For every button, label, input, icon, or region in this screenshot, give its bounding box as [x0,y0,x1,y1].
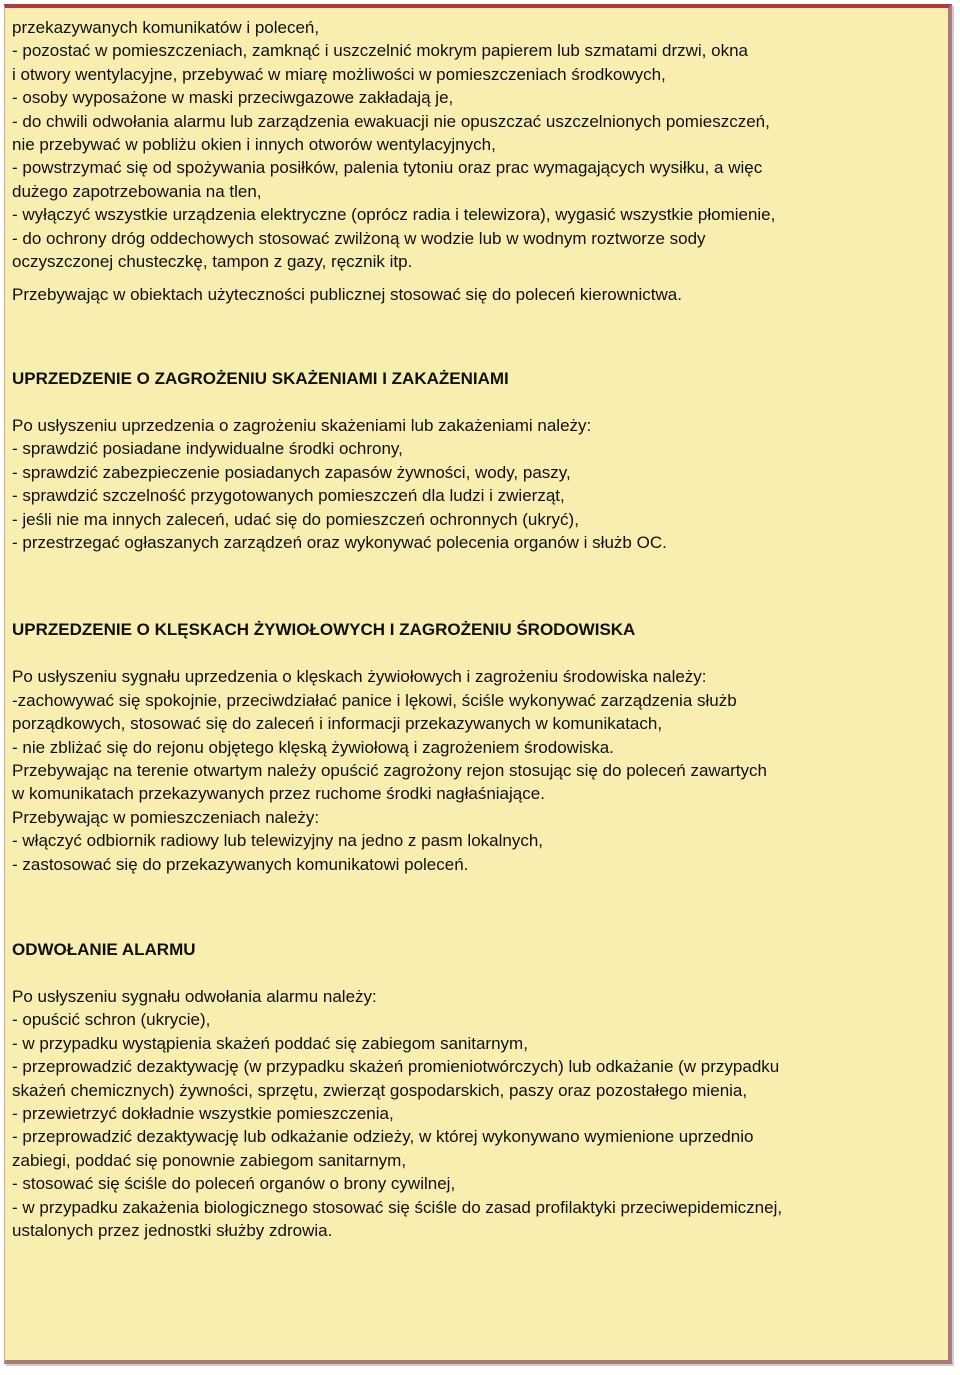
section-heading: UPRZEDZENIE O KLĘSKACH ŻYWIOŁOWYCH I ZAGROŻENIU ŚRODOWISKA [12,620,636,640]
text-line: ustalonych przez jednostki służby zdrowia. [12,1221,333,1241]
text-line: Przebywając w pomieszczeniach należy: [12,807,320,827]
text-line: - nie zbliżać się do rejonu objętego klęską żywiołową i zagrożeniem środowiska. [12,737,614,757]
text-line: - stosować się ściśle do poleceń organów o brony cywilnej, [12,1174,456,1194]
text-line: - przewietrzyć dokładnie wszystkie pomieszczenia, [12,1104,394,1123]
text-line: Po usłyszeniu uprzedzenia o zagrożeniu skażeniami lub zakażeniami należy: [12,415,592,435]
text-line: Przebywając na terenie otwartym należy opuścić zagrożony rejon stosując się do poleceń zawartych [12,760,767,780]
text-line: - sprawdzić szczelność przygotowanych pomieszczeń dla ludzi i zwierząt, [12,486,565,506]
text-line: - w przypadku zakażenia biologicznego stosować się ściśle do zasad profilaktyki przeciwepidemicznej, [12,1197,783,1217]
text-line: nie przebywać w pobliżu okien i innych otworów wentylacyjnych, [12,135,496,155]
section-alarm-cancellation [12,938,942,1242]
text-line: oczyszczonej chusteczkę, tampon z gazy, ręcznik itp. [12,252,413,272]
text-line: przekazywanych komunikatów i poleceń, [12,18,320,37]
text-line: Po usłyszeniu sygnału odwołania alarmu należy: [12,986,377,1006]
public-building-note: Przebywając w obiektach użyteczności publicznej stosować się do poleceń kierownictwa. [12,285,682,305]
text-line: - opuścić schron (ukrycie), [12,1010,211,1030]
text-line: - wyłączyć wszystkie urządzenia elektryczne (oprócz radia i telewizora), wygasić wszystkie płomienie, [12,205,776,225]
text-line: - osoby wyposażone w maski przeciwgazowe zakładają je, [12,88,454,108]
text-line: - w przypadku wystąpienia skażeń poddać się zabiegom sanitarnym, [12,1033,528,1053]
text-line: w komunikatach przekazywanych przez ruchome środki nagłaśniające. [12,784,545,804]
text-line: - powstrzymać się od spożywania posiłków, palenia tytoniu oraz prac wymagających wysiłku, a więc [12,158,763,178]
text-line: dużego zapotrzebowania na tlen, [12,181,262,201]
section-disaster-warning [12,618,942,876]
section-shelter-instructions [12,16,942,307]
text-line: - jeśli nie ma innych zaleceń, udać się do pomieszczeń ochronnych (ukryć), [12,509,579,529]
section-contamination-warning [12,367,942,554]
text-line: - do ochrony dróg oddechowych stosować zwilżoną w wodzie lub w wodnym roztworze sody [12,228,706,248]
text-line: - przestrzegać ogłaszanych zarządzeń oraz wykonywać polecenia organów i służb OC. [12,532,667,552]
text-line: i otwory wentylacyjne, przebywać w miarę możliwości w pomieszczeniach środkowych, [12,64,666,84]
section-heading: UPRZEDZENIE O ZAGROŻENIU SKAŻENIAMI I ZAKAŻENIAMI [12,368,509,388]
text-line: - włączyć odbiornik radiowy lub telewizyjny na jedno z pasm lokalnych, [12,831,544,851]
text-line: - zastosować się do przekazywanych komunikatowi poleceń. [12,854,469,874]
document-content [12,16,942,1242]
text-line: -zachowywać się spokojnie, przeciwdziałać panice i lękowi, ściśle wykonywać zarządzenia służb [12,690,737,710]
text-line: porządkowych, stosować się do zaleceń i informacji przekazywanych w komunikatach, [12,714,663,734]
section-heading: ODWOŁANIE ALARMU [12,939,196,959]
text-line: - sprawdzić posiadane indywidualne środki ochrony, [12,439,403,459]
text-line: - sprawdzić zabezpieczenie posiadanych zapasów żywności, wody, paszy, [12,462,571,482]
text-line: - przeprowadzić dezaktywację lub odkażanie odzieży, w której wykonywano wymienione uprzednio [12,1127,754,1147]
text-line: - pozostać w pomieszczeniach, zamknąć i uszczelnić mokrym papierem lub szmatami drzwi, okna [12,41,748,61]
text-line: - do chwili odwołania alarmu lub zarządzenia ewakuacji nie opuszczać uszczelnionych pomieszczeń, [12,111,770,131]
text-line: skażeń chemicznych) żywności, sprzętu, zwierząt gospodarskich, paszy oraz pozostałego mienia, [12,1080,748,1100]
text-line: - przeprowadzić dezaktywację (w przypadku skażeń promieniotwórczych) lub odkażanie (w przypadku [12,1057,780,1077]
text-line: zabiegi, poddać się ponownie zabiegom sanitarnym, [12,1150,407,1170]
text-line: Po usłyszeniu sygnału uprzedzenia o klęskach żywiołowych i zagrożeniu środowiska należy: [12,667,707,687]
